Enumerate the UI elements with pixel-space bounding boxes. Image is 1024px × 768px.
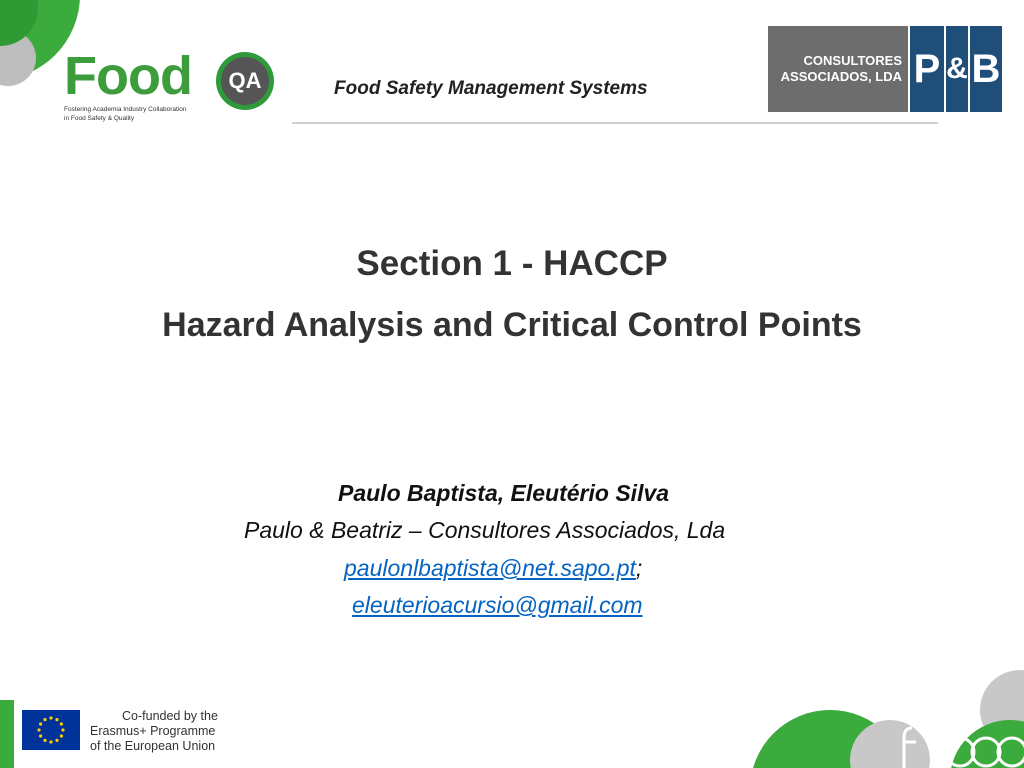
email-link-1[interactable]: paulonlbaptista@net.sapo.pt [344,555,636,581]
email-line-1 [344,555,642,582]
email-link-2[interactable]: eleuterioacursio@gmail.com [352,592,643,618]
slide-subtitle: Hazard Analysis and Critical Control Points [162,306,862,344]
pb-logo-b: B [970,26,1002,112]
corner-decoration-bottom [740,670,1024,768]
header-title: Food Safety Management Systems [334,78,648,99]
footer-accent-bar [0,700,14,768]
company: Paulo & Beatriz – Consultores Associados, Lda [244,517,726,543]
pb-logo [768,26,1002,112]
authors: Paulo Baptista, Eleutério Silva [338,480,670,506]
logo-tagline-1: Fostering Academia Industry Collaboration [64,106,187,113]
pb-logo-text: CONSULTORES ASSOCIADOS, LDA [768,26,908,112]
logo-tagline-2: in Food Safety & Quality [64,115,135,122]
eu-flag-icon [22,710,80,750]
header-divider [292,122,938,124]
logo-badge: QA [216,52,274,110]
slide-title: Section 1 - HACCP [356,244,668,283]
email-line-2 [352,592,643,619]
email-separator: ; [635,555,643,581]
cofunded-text: Co-funded by the Erasmus+ Programme of the European Union [90,709,218,753]
foodqa-logo [64,46,294,124]
logo-word: Food [64,46,192,106]
pb-logo-amp: & [946,26,968,112]
pb-logo-p: P [910,26,944,112]
